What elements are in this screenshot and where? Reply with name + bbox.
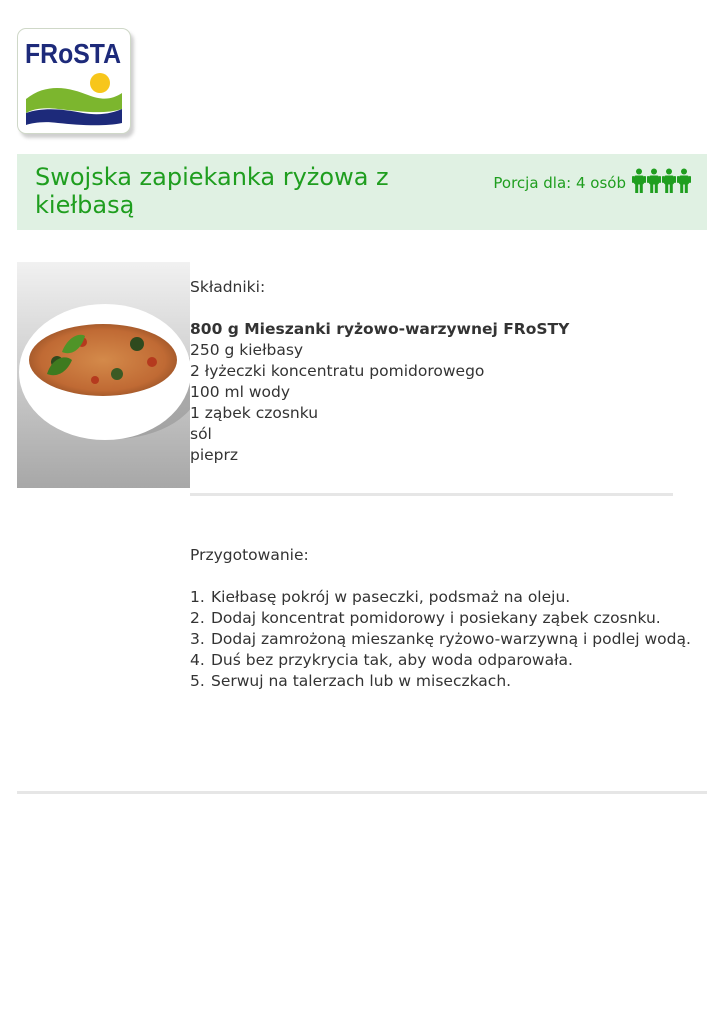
ingredients-divider bbox=[190, 493, 673, 496]
person-icon bbox=[647, 168, 661, 198]
ingredient-item: 1 ząbek czosnku bbox=[190, 404, 319, 422]
step-text: Dodaj zamrożoną mieszankę ryżowo-warzywną i podlej wodą. bbox=[211, 630, 691, 648]
step-number: 5. bbox=[190, 672, 205, 690]
step-item bbox=[190, 608, 710, 629]
step-item bbox=[190, 650, 710, 671]
step-number: 2. bbox=[190, 609, 205, 627]
step-number: 1. bbox=[190, 588, 205, 606]
step-text: Serwuj na talerzach lub w miseczkach. bbox=[211, 672, 512, 690]
footer-divider bbox=[17, 791, 707, 794]
ingredient-item: 2 łyżeczki koncentratu pomidorowego bbox=[190, 362, 485, 380]
person-icon bbox=[677, 168, 691, 198]
step-number: 3. bbox=[190, 630, 205, 648]
portion-info bbox=[493, 168, 691, 198]
ingredient-item: 250 g kiełbasy bbox=[190, 341, 304, 359]
frosta-logo bbox=[17, 28, 131, 134]
ingredients-label: Składniki: bbox=[190, 278, 266, 296]
dish-photo bbox=[17, 262, 190, 488]
preparation-section bbox=[190, 545, 710, 692]
step-text: Duś bez przykrycia tak, aby woda odparowała. bbox=[211, 651, 573, 669]
step-item bbox=[190, 587, 710, 608]
step-item bbox=[190, 671, 710, 692]
ingredient-item: sól bbox=[190, 425, 212, 443]
ingredient-item: 100 ml wody bbox=[190, 383, 291, 401]
ingredients-section bbox=[190, 277, 680, 466]
step-text: Dodaj koncentrat pomidorowy i posiekany ząbek czosnku. bbox=[211, 609, 661, 627]
preparation-label: Przygotowanie: bbox=[190, 546, 309, 564]
preparation-steps bbox=[190, 587, 710, 692]
logo-wordmark: FRoSTA bbox=[25, 38, 121, 69]
step-number: 4. bbox=[190, 651, 205, 669]
people-icons bbox=[631, 168, 691, 198]
step-item bbox=[190, 629, 710, 650]
recipe-title: Swojska zapiekanka ryżowa z kiełbasą bbox=[35, 163, 389, 219]
person-icon bbox=[632, 168, 646, 198]
step-text: Kiełbasę pokrój w paseczki, podsmaż na oleju. bbox=[211, 588, 571, 606]
main-ingredient: 800 g Mieszanki ryżowo-warzywnej FRoSTY bbox=[190, 320, 570, 338]
person-icon bbox=[662, 168, 676, 198]
portion-label: Porcja dla: 4 osób bbox=[493, 174, 626, 192]
recipe-header bbox=[17, 154, 707, 230]
ingredient-item: pieprz bbox=[190, 446, 239, 464]
